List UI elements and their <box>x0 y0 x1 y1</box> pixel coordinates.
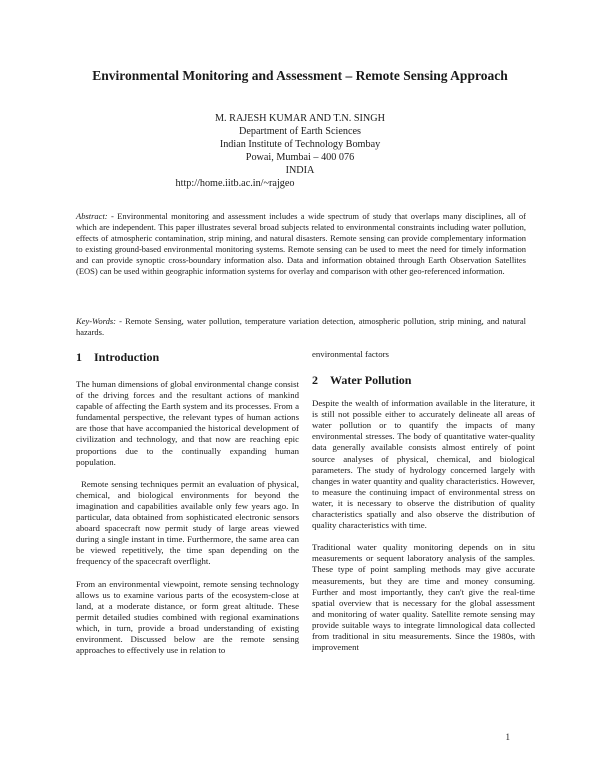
keywords-text: - Remote Sensing, water pollution, temperature variation detection, atmospheric pollution, strip mining, and natural hazards. <box>76 316 526 337</box>
section-number: 1 <box>76 350 82 364</box>
page-number: 1 <box>505 732 510 742</box>
author-block <box>100 112 500 190</box>
paragraph: Traditional water quality monitoring depends on in situ measurements or sequent laboratory analysis of the samples. These type of point sampling methods may give accurate measurements, but they are time and money consuming. Further and most importantly, they can't give the real-time spatial overview that is necessary for the global assessment and monitoring of water quality. Satellite remote sensing may provide suitable ways to integrate limnological data collected from traditional in situ measurements. Since the 1980s, with improvement <box>312 542 535 653</box>
affiliation-line: Department of Earth Sciences <box>239 126 361 137</box>
section-title: Water Pollution <box>330 373 412 388</box>
right-column <box>312 349 535 664</box>
paragraph: From an environmental viewpoint, remote sensing technology allows us to examine various parts of the ecosystem-close at land, at a moderate distance, or form great altitude. These permit detailed studies combined with regional examinations which, in turn, provide a broad understanding of existing environment. Discussed below are the remote sensing approaches to effectively use in relation to <box>76 578 299 656</box>
keywords <box>76 316 526 338</box>
abstract-label: Abstract: <box>76 211 108 221</box>
paragraph: Despite the wealth of information available in the literature, it is still not possible either to accurately delineate all areas of water pollution or to quantify the impacts of many environmental stresses. The body of quantitative water-quality data generally available consists almost entirely of point source analyses of physical, chemical, and biological parameters. The study of hydrology concerned largely with changes in water quantity and quality characteristics. However, to measure the continuing impact of environmental stress on water, it is necessary to observe the distribution of quality characteristics spatially and also observe the distribution of quality characteristics with time. <box>312 398 535 531</box>
section-heading-water-pollution <box>312 372 535 388</box>
paper-title: Environmental Monitoring and Assessment – Remote Sensing Approach <box>92 68 508 83</box>
section-heading-introduction <box>76 349 299 365</box>
paragraph: The human dimensions of global environmental change consist of the driving forces and the resultant actions of mankind capable of affecting the Earth system and its processes. From a fundamental perspective, the relevant types of human actions are those that have accompanied the historical development of civilization and technology, and that now are reaching epic proportions due to the continually expanding human population. <box>76 379 299 467</box>
author-names: M. RAJESH KUMAR AND T.N. SINGH <box>215 113 385 124</box>
affiliation-line: Powai, Mumbai – 400 076 <box>245 152 355 163</box>
paragraph: Remote sensing techniques permit an evaluation of physical, chemical, and biological environments for beyond the imagination and capabilities available only few years ago. In particular, data obtained from sophisticated electronic sensors aboard spacecraft now permit study of large areas viewed during a single instant in time. Furthermore, the same area can be viewed repetitively, the time span depending on the frequency of the spacecraft overflight. <box>76 478 299 567</box>
left-column <box>76 349 299 667</box>
section-number: 2 <box>312 373 318 388</box>
affiliation-line: Indian Institute of Technology Bombay <box>219 139 381 150</box>
section-title: Introduction <box>94 350 160 364</box>
author-url[interactable]: http://home.iitb.ac.in/~rajgeo <box>175 178 295 189</box>
paragraph-continuation: environmental factors <box>312 349 389 359</box>
abstract-text: - Environmental monitoring and assessment includes a wide spectrum of study that overlaps many disciplines, all of which are independent. This paper illustrates several broad subjects related to environmental constraints including water pollution, effects of atmospheric contamination, strip mining, and natural disasters. Remote sensing can provide complementary information to existing ground-based environmental monitoring systems. Remote sensing can be used to meet the need for timely information and can provide synoptic cross-boundary information also. Data and information obtained through Earth Observation Satellites (EOS) can be used within geographic information systems for overlay and comparison with other geo-referenced information. <box>76 211 527 276</box>
affiliation-line: INDIA <box>285 165 315 176</box>
keywords-label: Key-Words: <box>76 316 116 326</box>
abstract <box>76 211 526 277</box>
